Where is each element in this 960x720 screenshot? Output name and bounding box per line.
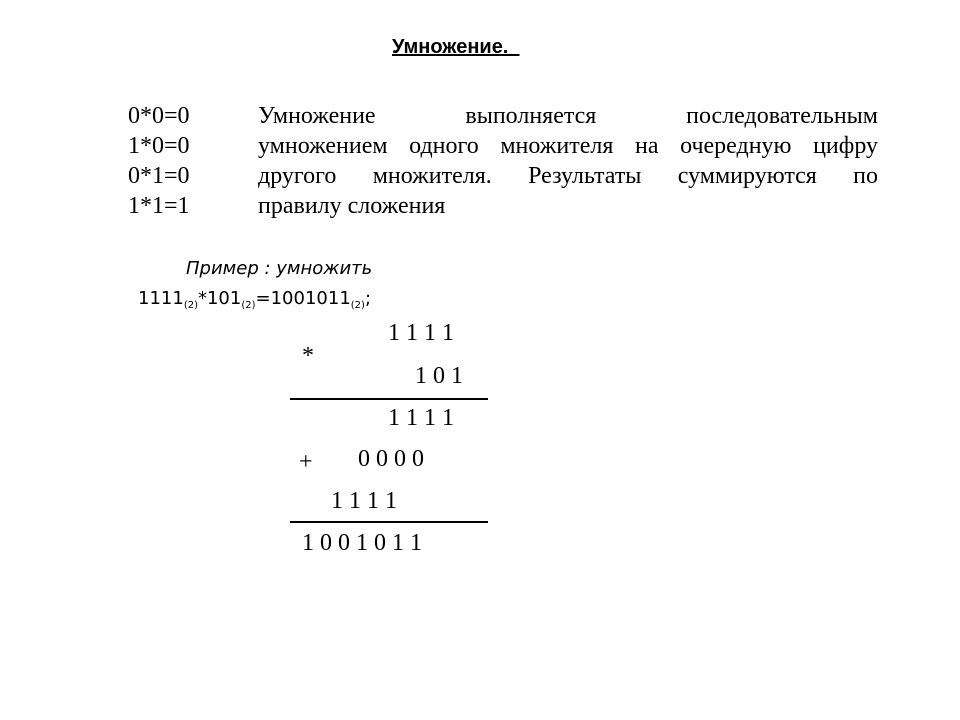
example-expression: [138, 288, 371, 311]
description-paragraph: [258, 101, 878, 221]
word: другого: [258, 163, 337, 189]
operand-a: 1111: [138, 288, 184, 309]
page-title: Умножение.: [392, 36, 520, 58]
multiply-operator: *: [197, 288, 207, 309]
word: Результаты: [528, 163, 642, 189]
rule-row: 0*1=0: [128, 163, 190, 189]
rule-row: 1*0=0: [128, 133, 190, 159]
description-line: [258, 161, 878, 191]
example-label: Пример : умножить: [186, 258, 373, 279]
sum-separator-line: [290, 521, 488, 523]
word: одного: [409, 133, 479, 159]
word: множителя: [500, 133, 614, 159]
word: по: [853, 163, 878, 189]
description-line: [258, 131, 878, 161]
word: на: [634, 133, 659, 159]
final-result-row: 1 0 0 1 0 1 1: [302, 530, 422, 556]
expression-result-base: (2): [350, 300, 365, 311]
partial-product-row-1: 1 1 1 1: [388, 405, 454, 431]
rule-row: 1*1=1: [128, 193, 190, 219]
plus-sign: +: [299, 449, 313, 475]
multiplicand-row: 1 1 1 1: [388, 320, 454, 346]
product-separator-line: [290, 398, 488, 400]
word: последовательным: [686, 103, 878, 129]
multiplication-rules: [128, 101, 190, 221]
description-line: [258, 101, 878, 131]
expression-end: ;: [364, 288, 372, 309]
description-line: [258, 191, 878, 221]
word: очередную: [680, 133, 792, 159]
word: Умножение: [258, 103, 376, 129]
word: правилу сложения: [258, 193, 446, 219]
expression-result: 1001011: [270, 288, 351, 309]
operand-a-base: (2): [183, 300, 198, 311]
operand-b: 101: [206, 288, 242, 309]
operand-b-base: (2): [241, 300, 256, 311]
partial-product-row-2: 0 0 0 0: [358, 446, 424, 472]
word: цифру: [813, 133, 878, 159]
word: суммируются: [677, 163, 817, 189]
multiply-sign: *: [302, 343, 314, 369]
partial-product-row-3: 1 1 1 1: [331, 488, 397, 514]
word: выполняется: [465, 103, 597, 129]
equals-sign: =: [255, 288, 271, 309]
word: множителя.: [372, 163, 492, 189]
multiplier-row: 1 0 1: [415, 363, 463, 389]
word: умножением: [258, 133, 388, 159]
rule-row: 0*0=0: [128, 103, 190, 129]
